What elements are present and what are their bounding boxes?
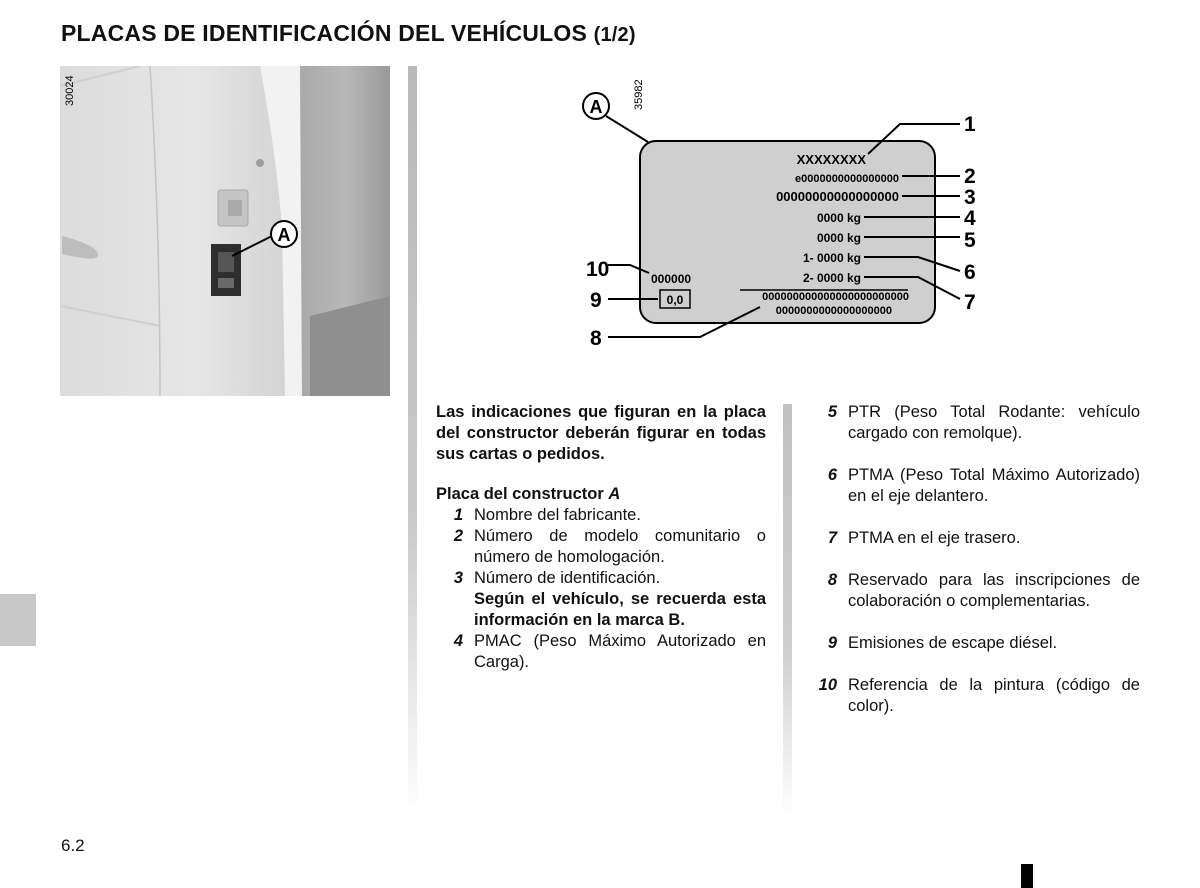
page-title — [61, 20, 636, 47]
callout-7: 7 — [964, 291, 976, 314]
item-number: 3 — [453, 569, 463, 587]
item-note: Según el vehículo, se recuerda esta información en la marca B. — [474, 590, 766, 629]
diagram-reference-number: 35982 — [633, 79, 645, 110]
callout-a-label: A — [277, 225, 291, 245]
list-item — [810, 402, 1140, 444]
item-text: PTR (Peso Total Rodante: vehículo cargado con remolque). — [848, 403, 1140, 442]
callout-2: 2 — [964, 165, 976, 188]
item-number: 5 — [827, 403, 837, 421]
callout-3: 3 — [964, 186, 976, 209]
item-text: PMAC (Peso Máximo Autorizado en Carga). — [474, 632, 766, 671]
plate-line-1: XXXXXXXX — [796, 152, 866, 167]
callout-1: 1 — [964, 113, 976, 136]
list-item — [810, 528, 1140, 549]
list-item — [436, 505, 766, 526]
item-number: 2 — [453, 527, 463, 545]
item-number: 6 — [827, 466, 837, 484]
plate-line-10: 000000 — [651, 272, 692, 286]
item-number: 4 — [453, 632, 463, 650]
item-text: PTMA (Peso Total Máximo Autorizado) en el eje delantero. — [848, 466, 1140, 505]
warning-text: Las indicaciones que figuran en la placa del constructor deberán figurar en todas sus cartas o pedidos. — [436, 403, 766, 463]
item-number: 8 — [827, 571, 837, 589]
page-number: 6.2 — [61, 836, 85, 855]
callout-6: 6 — [964, 261, 976, 284]
item-text: Número de identificación. — [474, 569, 661, 587]
plate-line-6: 1- 0000 kg — [802, 251, 861, 265]
page-title-part: (1/2) — [593, 24, 636, 46]
section-heading-ref: A — [608, 485, 621, 503]
page-title-main: PLACAS DE IDENTIFICACIÓN DEL VEHÍCULOS — [61, 20, 587, 46]
plate-line-3: 00000000000000000 — [776, 189, 899, 204]
callout-9: 9 — [590, 289, 602, 312]
list-item — [810, 675, 1140, 717]
item-number: 7 — [827, 529, 837, 547]
chapter-tab — [0, 594, 36, 646]
list-item — [436, 526, 766, 568]
plate-line-4: 0000 kg — [816, 211, 861, 225]
plate-line-8b: 0000000000000000000 — [775, 305, 892, 317]
column-divider-right — [783, 404, 792, 816]
column-divider-left — [408, 66, 417, 816]
item-text: Emisiones de escape diésel. — [848, 634, 1058, 652]
list-item — [810, 570, 1140, 612]
item-number: 10 — [818, 676, 837, 694]
diagram-callout-a: A — [589, 97, 603, 117]
door-photo — [60, 66, 390, 396]
list-item — [810, 633, 1140, 654]
plate-line-9: 0,0 — [666, 293, 684, 307]
item-text: Referencia de la pintura (código de color). — [848, 676, 1140, 715]
plate-line-2: e0000000000000000 — [794, 173, 899, 185]
item-number: 1 — [453, 506, 463, 524]
list-item — [436, 631, 766, 673]
page-corner-mark — [1021, 864, 1033, 888]
photo-reference-number: 30024 — [64, 75, 76, 106]
list-item — [436, 568, 766, 631]
callout-5: 5 — [964, 229, 976, 252]
section-heading-text: Placa del constructor — [436, 485, 604, 503]
callout-4: 4 — [964, 207, 976, 230]
item-text: Reservado para las inscripciones de colaboración o complementarias. — [848, 571, 1140, 610]
plate-line-5: 0000 kg — [816, 231, 861, 245]
item-text-group — [474, 568, 766, 631]
callout-8: 8 — [590, 327, 602, 350]
plate-line-8a: 000000000000000000000000 — [762, 291, 909, 303]
left-text-column — [436, 402, 766, 673]
callout-10: 10 — [586, 258, 610, 281]
list-item — [810, 465, 1140, 507]
item-number: 9 — [827, 634, 837, 652]
section-heading — [436, 484, 766, 505]
right-text-column — [810, 402, 1140, 738]
item-text: PTMA en el eje trasero. — [848, 529, 1021, 547]
item-text: Nombre del fabricante. — [474, 506, 641, 524]
plate-line-7: 2- 0000 kg — [802, 271, 861, 285]
id-plate-diagram — [560, 66, 990, 356]
item-text: Número de modelo comunitario o número de homologación. — [474, 527, 766, 566]
